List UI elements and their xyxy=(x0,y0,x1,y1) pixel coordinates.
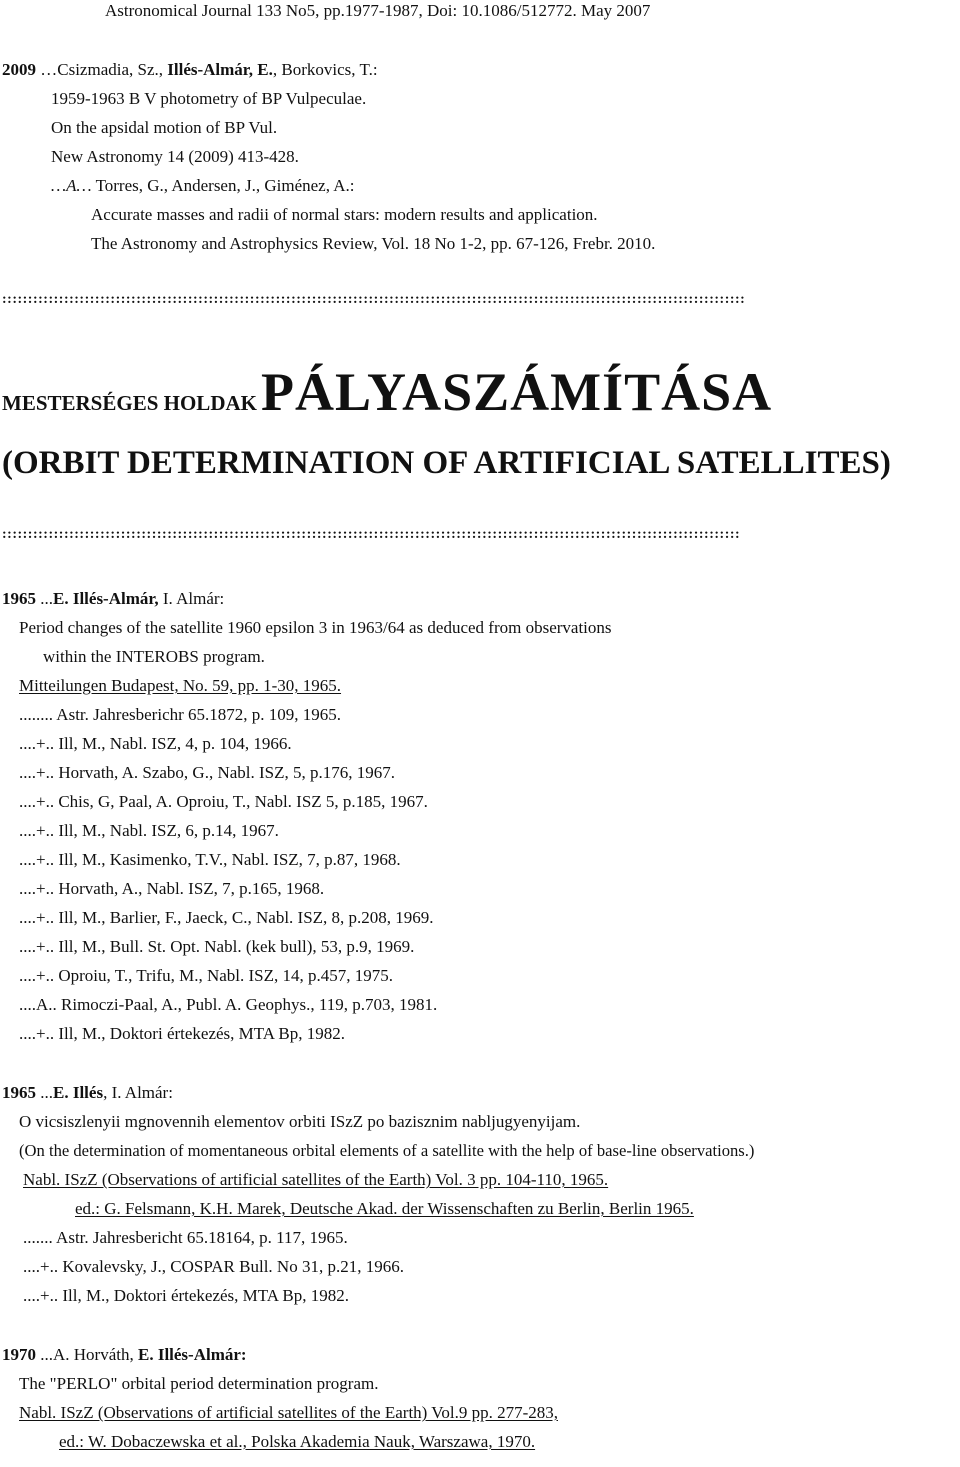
citation-item: ....+.. Horvath, A. Szabo, G., Nabl. ISZ, 5, p.176, 1967. xyxy=(19,763,396,782)
entry-author-bold: E. Illés-Almár, xyxy=(53,589,159,608)
entry-2009-line: 1959-1963 B V photometry of BP Vulpeculae. xyxy=(51,89,367,108)
entry-2009-line: On the apsidal motion of BP Vul. xyxy=(51,118,278,137)
entry-1965b-head xyxy=(2,1083,173,1103)
citation-item: ....+.. Horvath, A., Nabl. ISZ, 7, p.165, 1968. xyxy=(19,879,325,898)
entry-author-bold: Illés-Almár, E. xyxy=(167,60,273,79)
separator-top: :::::::::::::::::::::::::::::::::::::::::::::::::::::::::::::::::::::::::::::::::::::::::::::::::::::::::::::::::::::::::::::::::::::::::::::::: xyxy=(2,292,746,307)
entry-1970-title: The "PERLO" orbital period determination program. xyxy=(19,1374,379,1393)
citation-item: ....+.. Ill, M., Bull. St. Opt. Nabl. (kek bull), 53, p.9, 1969. xyxy=(19,937,415,956)
cite-authors: Torres, G., Andersen, J., Giménez, A.: xyxy=(91,176,355,195)
entry-year: 1970 xyxy=(2,1345,36,1364)
entry-dots: ... xyxy=(36,1345,53,1364)
citation-item: ....+.. Oproiu, T., Trifu, M., Nabl. ISZ, 14, p.457, 1975. xyxy=(19,966,393,985)
entry-author-bold: E. Illés xyxy=(53,1083,104,1102)
entry-1965b-title: (On the determination of momentaneous orbital elements of a satellite with the help of base-line observations.) xyxy=(19,1141,755,1160)
entry-dots: ... xyxy=(36,1083,53,1102)
entry-1970-source: Nabl. ISzZ (Observations of artificial satellites of the Earth) Vol.9 pp. 277-283, xyxy=(19,1403,558,1422)
entry-1970-editors: ed.: W. Dobaczewska et al., Polska Akademia Nauk, Warszawa, 1970. xyxy=(59,1432,536,1451)
section-title-big: PÁLYASZÁMÍTÁSA xyxy=(260,362,773,422)
entry-2009-line: Accurate masses and radii of normal stars: modern results and application. xyxy=(91,205,598,224)
section-subtitle: (ORBIT DETERMINATION OF ARTIFICIAL SATELLITES) xyxy=(2,445,891,481)
citation-item: ....+.. Kovalevsky, J., COSPAR Bull. No 31, p.21, 1966. xyxy=(23,1257,404,1276)
journal-header: Astronomical Journal 133 No5, pp.1977-1987, Doi: 10.1086/512772. May 2007 xyxy=(105,1,651,20)
entry-year: 1965 xyxy=(2,1083,36,1102)
citation-item: ....+.. Ill, M., Barlier, F., Jaeck, C., Nabl. ISZ, 8, p.208, 1969. xyxy=(19,908,434,927)
entry-2009-line: The Astronomy and Astrophysics Review, Vol. 18 No 1-2, pp. 67-126, Frebr. 2010. xyxy=(91,234,656,253)
entry-1965a-source: Mitteilungen Budapest, No. 59, pp. 1-30, 1965. xyxy=(19,676,342,695)
citation-item: ....+.. Ill, M., Kasimenko, T.V., Nabl. ISZ, 7, p.87, 1968. xyxy=(19,850,401,869)
citation-item: ....+.. Ill, M., Doktori értekezés, MTA Bp, 1982. xyxy=(23,1286,349,1305)
entry-authors-rest: I. Almár: xyxy=(158,589,225,608)
citation-item: ........ Astr. Jahresberichr 65.1872, p. 109, 1965. xyxy=(19,705,342,724)
citation-item: ....A.. Rimoczi-Paal, A., Publ. A. Geophys., 119, p.703, 1981. xyxy=(19,995,438,1014)
entry-authors-rest: , I. Almár: xyxy=(103,1083,173,1102)
entry-2009-head xyxy=(2,60,378,80)
section-title-small: MESTERSÉGES HOLDAK xyxy=(2,391,257,415)
citation-item: ....... Astr. Jahresbericht 65.18164, p. 117, 1965. xyxy=(23,1228,348,1247)
citation-item: ....+.. Ill, M., Doktori értekezés, MTA Bp, 1982. xyxy=(19,1024,345,1043)
separator-bottom: ::::::::::::::::::::::::::::::::::::::::::::::::::::::::::::::::::::::::::::::::::::::::::::::::::::::::::::::::::::::::::::::::::::::::::::::: xyxy=(2,527,741,542)
citation-item: ....+.. Ill, M., Nabl. ISZ, 4, p. 104, 1966. xyxy=(19,734,292,753)
entry-authors-rest: , Borkovics, T.: xyxy=(272,60,378,79)
entry-1965a-title: Period changes of the satellite 1960 epsilon 3 in 1963/64 as deduced from observations xyxy=(19,618,612,637)
entry-1965b-editors: ed.: G. Felsmann, K.H. Marek, Deutsche Akad. der Wissenschaften zu Berlin, Berlin 1965. xyxy=(75,1199,694,1218)
entry-2009-source: New Astronomy 14 (2009) 413-428. xyxy=(51,147,299,166)
entry-author-bold: E. Illés-Almár: xyxy=(137,1345,247,1364)
entry-2009-line xyxy=(51,176,355,196)
citation-item: ....+.. Chis, G, Paal, A. Oproiu, T., Nabl. ISZ 5, p.185, 1967. xyxy=(19,792,428,811)
entry-year: 2009 xyxy=(2,60,36,79)
citation-item: ....+.. Ill, M., Nabl. ISZ, 6, p.14, 1967. xyxy=(19,821,279,840)
entry-1965b-source: Nabl. ISzZ (Observations of artificial satellites of the Earth) Vol. 3 pp. 104-110, 1965. xyxy=(23,1170,609,1189)
entry-1965b-title: O vicsiszlenyii mgnovennih elementov orbiti ISzZ po bazisznim nabljugyenyijam. xyxy=(19,1112,581,1131)
cite-marker: …A… xyxy=(51,176,92,195)
entry-authors: …Csizmadia, Sz., xyxy=(36,60,168,79)
entry-1965a-title: within the INTEROBS program. xyxy=(43,647,265,666)
entry-1965a-head xyxy=(2,589,224,609)
entry-1970-head xyxy=(2,1345,247,1365)
section-title xyxy=(2,360,772,438)
entry-dots: ... xyxy=(36,589,53,608)
entry-authors: A. Horváth, xyxy=(53,1345,138,1364)
entry-year: 1965 xyxy=(2,589,36,608)
